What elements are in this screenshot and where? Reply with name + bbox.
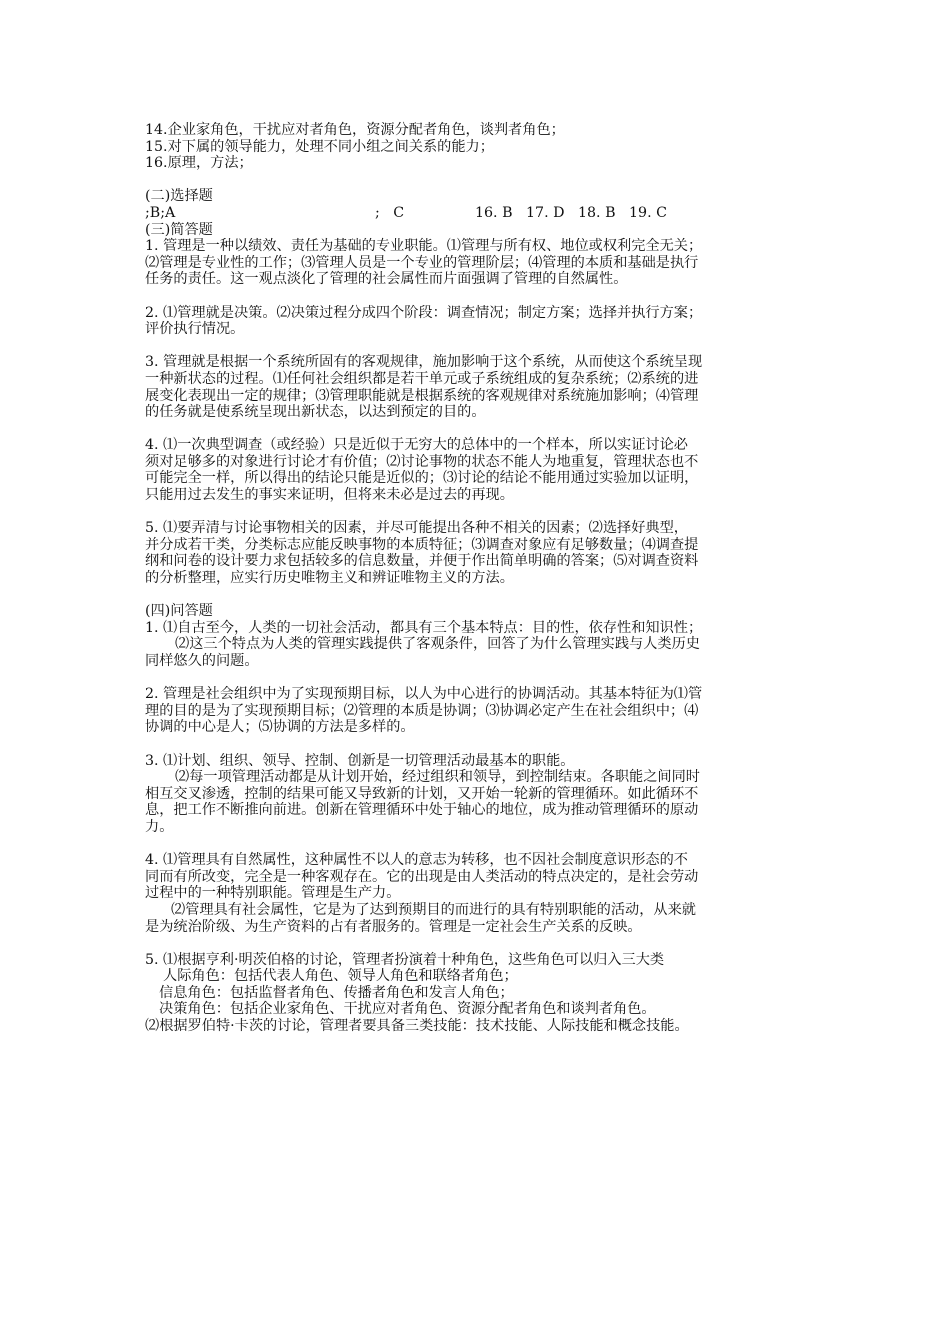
essay-2-line: 协调的中心是人；⑸协调的方法是多样的。	[145, 719, 415, 736]
essay-4-line: 过程中的一种特别职能。管理是生产力。	[145, 885, 401, 902]
essay-3-line: 力。	[145, 818, 174, 835]
essay-1-line: ⑵这三个特点为人类的管理实践提供了客观条件，回答了为什么管理实践与人类历史	[175, 636, 700, 653]
document-page	[145, 122, 825, 1035]
essay-5-role-line: 决策角色：包括企业家角色、干扰应对者角色、资源分配者角色和谈判者角色。	[159, 1001, 656, 1018]
short-answer-4-line: 只能用过去发生的事实来证明，但将来未必是过去的再现。	[145, 487, 514, 504]
short-answer-5-line: 纲和问卷的设计要力求包括较多的信息数量，并便于作出简单明确的答案；⑸对调查资料	[145, 553, 699, 570]
short-answer-4-line: 可能完全一样，所以得出的结论只能是近似的；⑶讨论的结论不能用通过实验加以证明，	[145, 470, 699, 487]
short-answer-5-line: 并分成若干类，分类标志应能反映事物的本质特征；⑶调查对象应有足够数量；⑷调查提	[145, 536, 699, 553]
essay-3-line: 相互交叉渗透，控制的结果可能又导致新的计划，又开始一轮新的管理循环。如此循环不	[145, 785, 699, 802]
short-answer-3-line: 一种新状态的过程。⑴任何社会组织都是若干单元或子系统组成的复杂系统；⑵系统的进	[145, 370, 699, 387]
essay-3-line: 3. ⑴计划、组织、领导、控制、创新是一切管理活动最基本的职能。	[145, 752, 575, 769]
essay-5-role-line: 信息角色：包括监督者角色、传播者角色和发言人角色；	[159, 984, 514, 1001]
essay-1-line: 1. ⑴自古至今，人类的一切社会活动，都具有三个基本特点：目的性，依存性和知识性；	[145, 619, 703, 636]
choice-answers-a: ;B;A	[145, 204, 176, 221]
essay-5-line: ⑵根据罗伯特·卡茨的讨论，管理者要具备三类技能：技术技能、人际技能和概念技能。	[145, 1018, 689, 1035]
essay-5-role-line: 人际角色：包括代表人角色、领导人角色和联络者角色；	[163, 968, 518, 985]
choice-answers-row	[145, 205, 825, 222]
short-answer-2-line: 评价执行情况。	[145, 321, 245, 338]
choice-answers-c: 16. B 17. D 18. B 19. C	[475, 204, 667, 221]
short-answer-3-line: 的任务就是使系统呈现出新状态，以达到预定的目的。	[145, 404, 486, 421]
essay-3-line: ⑵每一项管理活动都是从计划开始，经过组织和领导，到控制结束。各职能之间同时	[175, 769, 700, 786]
section-heading-choice: (二)选择题	[145, 188, 213, 205]
short-answer-1-line: 1. 管理是一种以绩效、责任为基础的专业职能。⑴管理与所有权、地位或权利完全无关；	[145, 238, 703, 255]
section-heading-essay: (四)问答题	[145, 603, 213, 620]
short-answer-1-line: 任务的责任。这一观点淡化了管理的社会属性而片面强调了管理的自然属性。	[145, 271, 628, 288]
essay-4-line: 4. ⑴管理具有自然属性，这种属性不以人的意志为转移，也不因社会制度意识形态的不	[145, 852, 688, 869]
answer-line-15: 15.对下属的领导能力，处理不同小组之间关系的能力；	[145, 138, 494, 155]
essay-4-line: ⑵管理具有社会属性，它是为了达到预期目的而进行的具有特别职能的活动，从来就	[171, 901, 696, 918]
short-answer-5-line: 的分析整理，应实行历史唯物主义和辨证唯物主义的方法。	[145, 570, 514, 587]
short-answer-2-line: 2. ⑴管理就是决策。⑵决策过程分成四个阶段：调查情况；制定方案；选择并执行方案；	[145, 304, 703, 321]
short-answer-5-line: 5. ⑴要弄清与讨论事物相关的因素，并尽可能提出各种不相关的因素；⑵选择好典型，	[145, 520, 688, 537]
short-answer-4-line: 须对足够多的对象进行讨论才有价值；⑵讨论事物的状态不能人为地重复，管理状态也不	[145, 453, 699, 470]
essay-2-line: 理的目的是为了实现预期目标；⑵管理的本质是协调；⑶协调必定产生在社会组织中；⑷	[145, 702, 699, 719]
short-answer-4-line: 4. ⑴一次典型调查（或经验）只是近似于无穷大的总体中的一个样本，所以实证讨论必	[145, 437, 688, 454]
essay-2-line: 2. 管理是社会组织中为了实现预期目标，以人为中心进行的协调活动。其基本特征为⑴管	[145, 686, 703, 703]
short-answer-1-line: ⑵管理是专业性的工作；⑶管理人员是一个专业的管理阶层；⑷管理的本质和基础是执行	[145, 254, 699, 271]
short-answer-3-line: 展变化表现出一定的规律；⑶管理职能就是根据系统的客观规律对系统施加影响；⑷管理	[145, 387, 699, 404]
choice-answers-b: ; C	[375, 204, 405, 221]
section-heading-short-answer: (三)简答题	[145, 221, 213, 238]
essay-4-line: 同而有所改变，完全是一种客观存在。它的出现是由人类活动的特点决定的，是社会劳动	[145, 868, 699, 885]
essay-3-line: 息，把工作不断推向前进。创新在管理循环中处于轴心的地位，成为推动管理循环的原动	[145, 802, 699, 819]
short-answer-3-line: 3. 管理就是根据一个系统所固有的客观规律，施加影响于这个系统，从而使这个系统呈现	[145, 354, 703, 371]
answer-line-16: 16.原理，方法；	[145, 155, 253, 172]
essay-4-line: 是为统治阶级、为生产资料的占有者服务的。管理是一定社会生产关系的反映。	[145, 918, 642, 935]
essay-5-line: 5. ⑴根据亨利·明茨伯格的讨论，管理者扮演着十种角色，这些角色可以归入三大类	[145, 951, 665, 968]
answer-line-14: 14.企业家角色，干扰应对者角色，资源分配者角色，谈判者角色；	[145, 122, 565, 138]
essay-1-line: 同样悠久的问题。	[145, 653, 259, 669]
